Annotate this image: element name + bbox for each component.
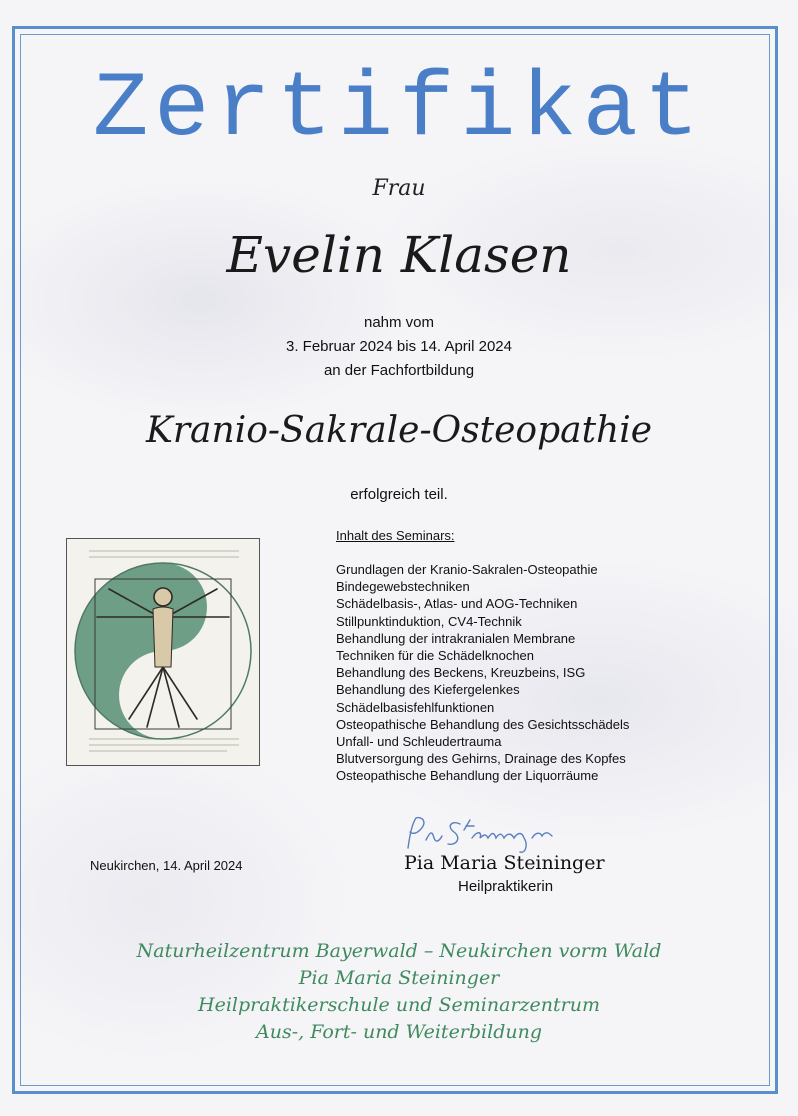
- vitruvian-man-yin-yang-icon: [67, 539, 259, 765]
- list-item: Schädelbasisfehlfunktionen: [336, 699, 495, 715]
- list-item: Osteopathische Behandlung des Gesichtsschädels: [336, 716, 630, 732]
- list-item: Schädelbasis-, Atlas- und AOG-Techniken: [336, 596, 578, 612]
- footer-line: Naturheilzentrum Bayerwald – Neukirchen vorm Wald: [136, 940, 662, 962]
- list-item: Behandlung des Beckens, Kreuzbeins, ISG: [336, 665, 586, 681]
- salutation: Frau: [372, 176, 426, 201]
- list-item: Techniken für die Schädelknochen: [336, 648, 535, 664]
- footer-line: Heilpraktikerschule und Seminarzentrum: [198, 994, 600, 1016]
- signer-role: Heilpraktikerin: [458, 878, 554, 895]
- signer-name: Pia Maria Steininger: [404, 852, 605, 874]
- certificate-title: Zertifikat: [92, 57, 706, 162]
- place-date: Neukirchen, 14. April 2024: [90, 858, 243, 873]
- course-name: Kranio-Sakrale-Osteopathie: [145, 410, 653, 451]
- list-item: Blutversorgung des Gehirns, Drainage des Kopfes: [336, 751, 626, 767]
- list-item: Osteopathische Behandlung der Liquorräume: [336, 768, 599, 784]
- list-item: Bindegewebstechniken: [336, 579, 470, 595]
- content-heading: Inhalt des Seminars:: [336, 528, 455, 543]
- text-line-1: nahm vom: [363, 314, 435, 331]
- footer-line: Pia Maria Steininger: [298, 967, 500, 989]
- text-line-date-range: 3. Februar 2024 bis 14. April 2024: [286, 338, 512, 355]
- text-line-3: an der Fachfortbildung: [323, 362, 475, 379]
- vitruvian-man-image: [66, 538, 260, 766]
- list-item: Behandlung des Kiefergelenkes: [336, 682, 520, 698]
- completion-text: erfolgreich teil.: [350, 486, 448, 503]
- footer-line: Aus-, Fort- und Weiterbildung: [255, 1021, 543, 1043]
- footer-institution: [0, 938, 798, 1046]
- list-item: Unfall- und Schleudertrauma: [336, 734, 502, 750]
- content-list: [336, 561, 629, 785]
- list-item: Behandlung der intrakranialen Membrane: [336, 630, 576, 646]
- list-item: Stillpunktinduktion, CV4-Technik: [336, 613, 522, 629]
- recipient-name: Evelin Klasen: [226, 226, 572, 284]
- list-item: Grundlagen der Kranio-Sakralen-Osteopathie: [336, 562, 598, 577]
